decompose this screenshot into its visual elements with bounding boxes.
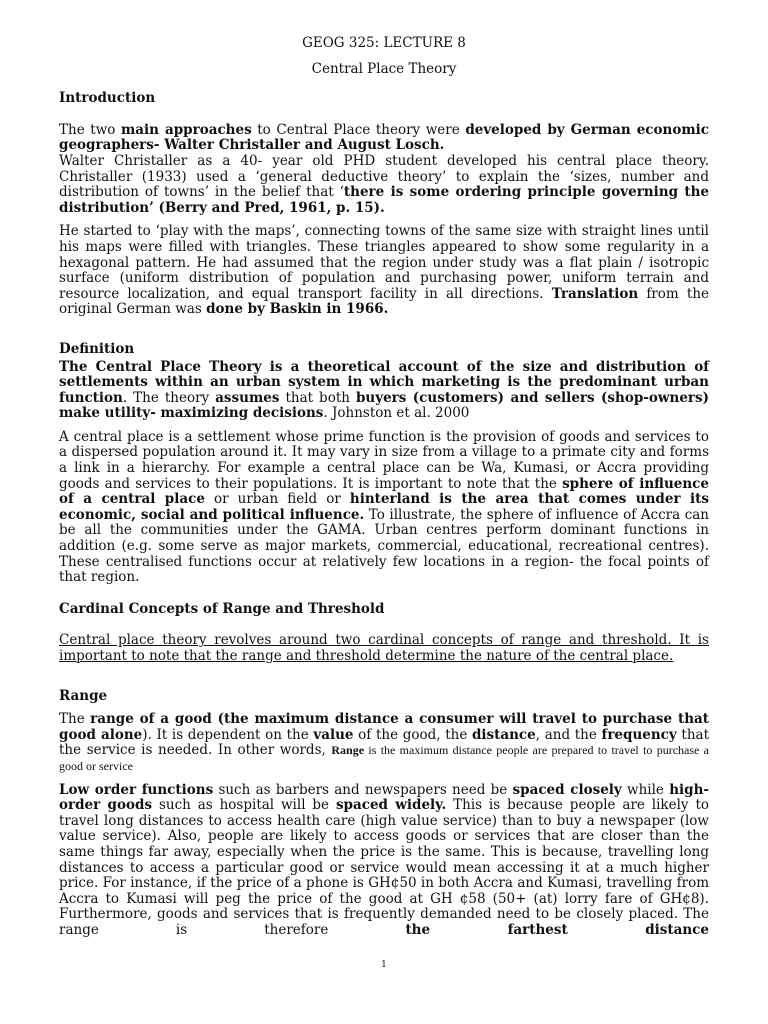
section-heading-introduction: Introduction [59,90,156,107]
cardinal-paragraph-1: Central place theory revolves around two cardinal concepts of range and threshold. It is important to note that the range and threshold determine the nature of the central place. [59,632,709,664]
section-heading-definition: Definition [59,340,135,357]
range-paragraph-1: The range of a good (the maximum distance a consumer will travel to purchase that good alone). It is dependent on the value of the good, the distance, and the frequency that the service is needed. In other words, Range is the maximum distance people are prepared to travel to purchase a good or service [59,711,709,773]
range-paragraph-2: Low order functions such as barbers and newspapers need be spaced closely while high-order goods such as hospital will be spaced widely. This is because people are likely to travel long distances to access health care (high value service) than to buy a newspaper (low value service). Also, people are likely to access goods or services that are closer than the same things far away, especially when the price is the same. This is because, travelling long distances to access a particular good or service would mean accessing it at a much higher price. For instance, if the price of a phone is GH¢50 in both Accra and Kumasi, travelling from Accra to Kumasi will peg the price of the good at GH ¢58 (50+ (at) lorry fare of GH¢8). Furthermore, goods and services that is frequently demanded need to be closely placed. The range is therefore the farthest distance [59,781,709,938]
section-heading-range: Range [59,687,108,704]
section-heading-cardinal-concepts: Cardinal Concepts of Range and Threshold [59,600,385,617]
intro-paragraph-1: The two main approaches to Central Place theory were developed by German economic geographers- Walter Christaller and August Losch. Walter Christaller as a 40- year old PHD student developed his central place theory. Christaller (1933) used a ‘general deductive theory’ to explain the ‘sizes, number and distribution of towns’ in the belief that ‘there is some ordering principle governing the distribution’ (Berry and Pred, 1961, p. 15). [59,121,709,216]
intro-paragraph-2: He started to ‘play with the maps’, connecting towns of the same size with straight lines until his maps were filled with triangles. These triangles appeared to show some regularity in a hexagonal pattern. He had assumed that the region under study was a flat plain / isotropic surface (uniform distribution of population and purchasing power, uniform terrain and resource localization, and equal transport facility in all directions. Translation from the original German was done by Baskin in 1966. [59,223,709,318]
definition-paragraph-2: A central place is a settlement whose prime function is the provision of goods and services to a dispersed population around it. It may vary in size from a village to a primate city and forms a link in a hierarchy. For example a central place can be Wa, Kumasi, or Accra providing goods and services to their populations. It is important to note that the sphere of influence of a central place or urban field or hinterland is the area that comes under its economic, social and political influence. To illustrate, the sphere of influence of Accra can be all the communities under the GAMA. Urban centres perform dominant functions in addition (e.g. some serve as major markets, commercial, educational, recreational centres). These centralised functions occur at relatively few locations in a region- the focal points of that region. [59,428,709,586]
definition-paragraph-1: The Central Place Theory is a theoretical account of the size and distribution of settlements within an urban system in which marketing is the predominant urban function. The theory assumes that both buyers (customers) and sellers (shop-owners) make utility- maximizing decisions. Johnston et al. 2000 [59,358,710,422]
document-title: Central Place Theory [311,60,457,77]
page-number: 1 [381,960,387,970]
course-header: GEOG 325: LECTURE 8 [302,35,466,51]
